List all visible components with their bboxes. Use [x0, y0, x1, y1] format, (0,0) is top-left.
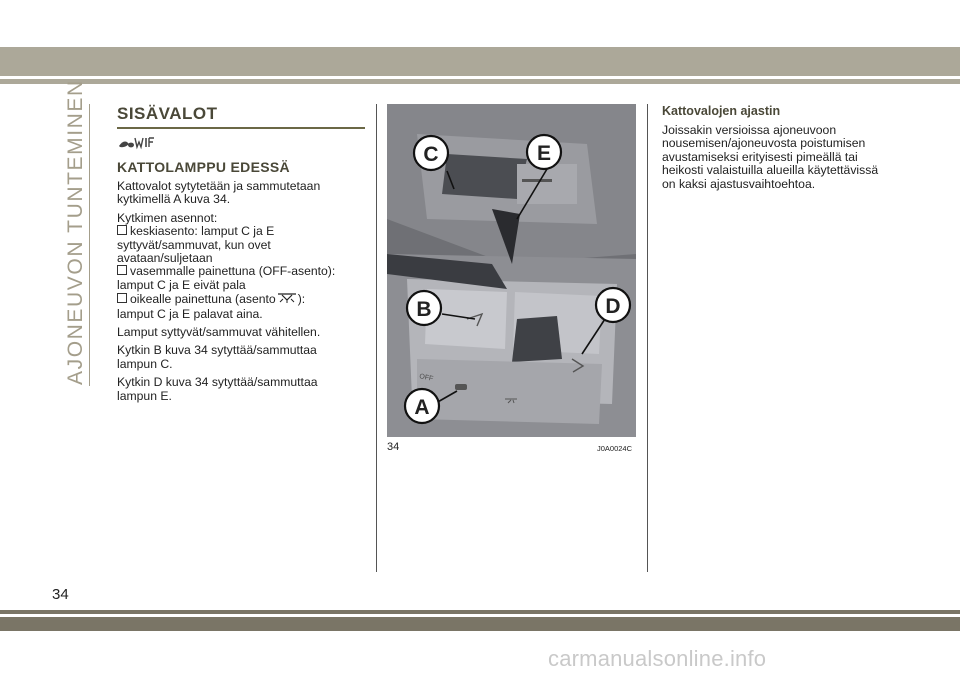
paragraph-gradual: Lamput syttyvät/sammuvat vähitellen.	[117, 325, 321, 340]
list-item-text: avataan/suljetaan	[117, 251, 213, 266]
chapter-side-rule	[89, 104, 90, 386]
paragraph-intro: Kattovalot sytytetään ja sammutetaan kytkimellä A kuva 34.	[117, 179, 321, 207]
list-item-text: lamput C ja E palavat aina.	[117, 306, 263, 321]
label-c: C	[423, 143, 439, 166]
checkbox-bullet-icon	[117, 293, 127, 303]
timer-paragraph: Joissakin versioissa ajoneuvoon nousemisen/ajoneuvosta poistumisen avustamiseksi erityisesti pimeällä tai heikosti valaistuilla alueilla käytettävissä on kaksi ajastusvaihtoehtoa.	[662, 123, 879, 191]
paragraph-switch-b: Kytkin B kuva 34 sytyttää/sammuttaa lampun C.	[117, 343, 317, 371]
checkbox-bullet-icon	[117, 265, 127, 275]
off-label: OFF	[418, 373, 434, 383]
label-e: E	[536, 142, 552, 165]
figure-number: 34	[387, 441, 400, 453]
list-item: oikealle painettuna (asento ):	[117, 292, 365, 307]
figure-34-ceiling-lamp	[387, 104, 636, 437]
chapter-side-title: AJONEUVON TUNTEMINEN	[64, 79, 87, 385]
label-b: B	[416, 298, 432, 321]
header-rule	[0, 79, 960, 84]
list-item: vasemmalle painettuna (OFF-asento):	[117, 265, 365, 278]
courtesy-light-symbol-icon	[276, 292, 298, 307]
column-divider	[647, 104, 648, 572]
list-item: keskiasento: lamput C ja E	[117, 225, 365, 238]
checkbox-bullet-icon	[117, 225, 127, 235]
paragraph-switch-d: Kytkin D kuva 34 sytyttää/sammuttaa lampun E.	[117, 375, 318, 403]
ceiling-lamp-wifi-icon	[117, 135, 365, 150]
positions-list	[117, 225, 365, 321]
list-item-text: lamput C ja E eivät pala	[117, 277, 246, 292]
column-divider	[376, 104, 377, 572]
page-number: 34	[52, 586, 69, 603]
figure-code: J0A0024C	[597, 444, 633, 453]
footer-rule	[0, 610, 960, 614]
header-band	[0, 47, 960, 76]
label-d: D	[605, 295, 621, 318]
label-a: A	[414, 396, 430, 419]
left-column	[117, 104, 365, 408]
list-item-text: syttyvät/sammuvat, kun ovet	[117, 237, 271, 252]
timer-title: Kattovalojen ajastin	[662, 104, 781, 118]
watermark: carmanualsonline.info	[548, 646, 767, 671]
subsection-title: KATTOLAMPPU EDESSÄ	[117, 159, 290, 175]
positions-heading: Kytkimen asennot:	[117, 210, 218, 225]
section-title: SISÄVALOT	[117, 104, 365, 129]
right-column	[662, 104, 922, 196]
footer-band	[0, 617, 960, 631]
